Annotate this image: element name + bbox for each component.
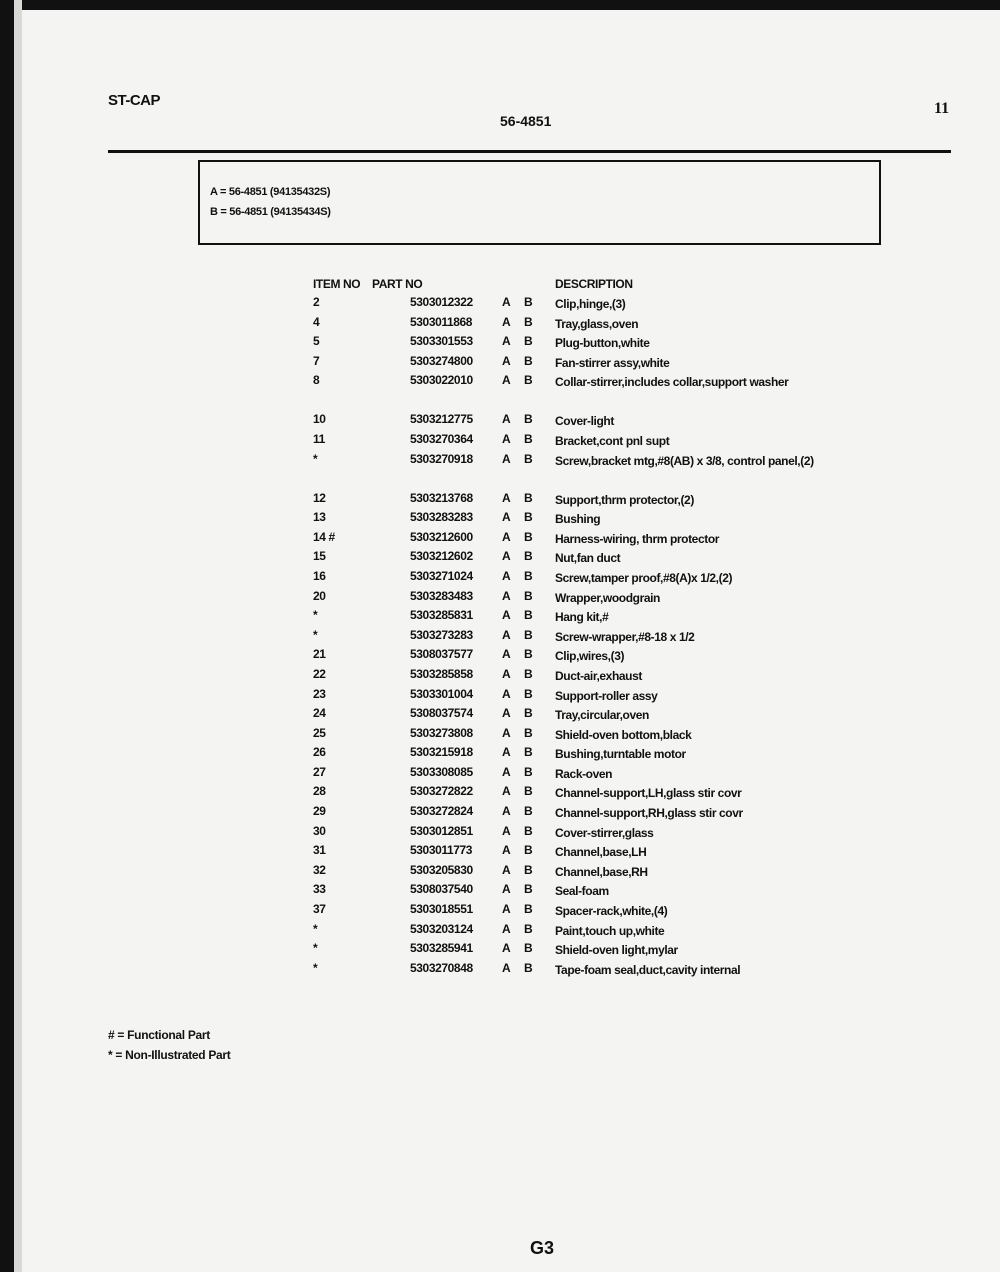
table-row <box>0 412 1000 432</box>
item-no-cell: 22 <box>313 666 326 681</box>
model-a-cell: A <box>502 588 511 603</box>
table-row <box>0 961 1000 981</box>
part-no-cell: 5303273283 <box>410 627 473 642</box>
description-cell: Cover-light <box>555 414 614 429</box>
header-model-number: 56-4851 <box>500 113 552 129</box>
model-a-cell: A <box>502 725 511 740</box>
description-cell: Bushing,turntable motor <box>555 747 686 762</box>
scan-edge-top <box>0 0 1000 10</box>
description-cell: Hang kit,# <box>555 610 609 625</box>
item-no-cell: * <box>313 941 318 956</box>
model-b-cell: B <box>524 666 533 681</box>
part-no-cell: 5303283483 <box>410 588 473 603</box>
part-no-cell: 5303212602 <box>410 549 473 564</box>
description-cell: Cover-stirrer,glass <box>555 825 654 840</box>
description-cell: Wrapper,woodgrain <box>555 590 660 605</box>
model-b-cell: B <box>524 431 533 446</box>
model-b-cell: B <box>524 295 533 309</box>
description-cell: Bushing <box>555 512 601 527</box>
model-a-cell: A <box>502 510 511 525</box>
table-row <box>0 902 1000 922</box>
part-no-cell: 5303270848 <box>410 960 473 975</box>
model-a-cell: A <box>502 862 511 877</box>
description-cell: Channel-support,RH,glass stir covr <box>555 806 743 821</box>
model-a-cell: A <box>502 784 511 799</box>
model-b-cell: B <box>524 902 533 917</box>
header-page-number: 11 <box>934 100 950 117</box>
table-row <box>0 726 1000 746</box>
table-row <box>0 647 1000 667</box>
model-b-cell: B <box>524 627 533 642</box>
table-row <box>0 608 1000 628</box>
description-cell: Channel,base,LH <box>555 845 647 860</box>
description-cell: Tape-foam seal,duct,cavity internal <box>555 962 741 977</box>
model-b-cell: B <box>524 334 533 349</box>
table-row <box>0 432 1000 452</box>
description-cell: Clip,hinge,(3) <box>555 297 626 311</box>
item-no-cell: 14 # <box>313 529 335 544</box>
item-no-cell: 5 <box>313 334 320 349</box>
model-a-cell: A <box>502 412 511 427</box>
column-header-part-no: PART NO <box>372 277 423 291</box>
description-cell: Fan-stirrer assy,white <box>555 355 670 370</box>
model-b-cell: B <box>524 451 533 466</box>
item-no-cell: 13 <box>313 510 326 525</box>
part-no-cell: 5303270918 <box>410 451 473 466</box>
model-key-box <box>198 160 881 245</box>
part-no-cell: 5303203124 <box>410 921 473 936</box>
part-no-cell: 5308037577 <box>410 647 473 662</box>
model-b-cell: B <box>524 921 533 936</box>
model-a-cell: A <box>502 529 511 544</box>
description-cell: Shield-oven light,mylar <box>555 943 678 958</box>
model-a-cell: A <box>502 706 511 721</box>
model-b-cell: B <box>524 960 533 975</box>
item-no-cell: 15 <box>313 549 326 564</box>
model-b-cell: B <box>524 862 533 877</box>
table-row <box>0 589 1000 609</box>
description-cell: Plug-button,white <box>555 336 650 351</box>
item-no-cell: 7 <box>313 353 320 368</box>
item-no-cell: 28 <box>313 784 326 799</box>
part-no-cell: 5303285858 <box>410 666 473 681</box>
model-key-b: B = 56-4851 (94135434S) <box>210 206 331 218</box>
item-no-cell: 10 <box>313 412 326 427</box>
description-cell: Tray,circular,oven <box>555 708 649 723</box>
part-no-cell: 5303271024 <box>410 568 473 583</box>
model-a-cell: A <box>502 666 511 681</box>
model-b-cell: B <box>524 725 533 740</box>
part-no-cell: 5303272824 <box>410 804 473 819</box>
description-cell: Paint,touch up,white <box>555 923 665 938</box>
item-no-cell: 4 <box>313 314 320 329</box>
part-no-cell: 5303212775 <box>410 412 473 427</box>
model-a-cell: A <box>502 608 511 623</box>
model-a-cell: A <box>502 549 511 564</box>
model-a-cell: A <box>502 686 511 701</box>
model-b-cell: B <box>524 941 533 956</box>
description-cell: Tray,glass,oven <box>555 316 639 331</box>
description-cell: Harness-wiring, thrm protector <box>555 531 720 546</box>
table-row <box>0 745 1000 765</box>
item-no-cell: 12 <box>313 490 326 505</box>
model-a-cell: A <box>502 451 511 466</box>
item-no-cell: 26 <box>313 745 326 760</box>
description-cell: Duct-air,exhaust <box>555 668 642 683</box>
model-b-cell: B <box>524 588 533 603</box>
model-b-cell: B <box>524 529 533 544</box>
model-a-cell: A <box>502 745 511 760</box>
part-no-cell: 5303012322 <box>410 295 473 309</box>
item-no-cell: 20 <box>313 588 326 603</box>
part-no-cell: 5303022010 <box>410 373 473 388</box>
table-row <box>0 334 1000 354</box>
description-cell: Screw,tamper proof,#8(A)x 1/2,(2) <box>555 570 733 585</box>
table-row <box>0 373 1000 412</box>
item-no-cell: 30 <box>313 823 326 838</box>
model-a-cell: A <box>502 334 511 349</box>
description-cell: Nut,fan duct <box>555 551 621 566</box>
item-no-cell: * <box>313 451 318 466</box>
part-no-cell: 5303308085 <box>410 764 473 779</box>
model-a-cell: A <box>502 960 511 975</box>
part-no-cell: 5303285831 <box>410 608 473 623</box>
model-b-cell: B <box>524 745 533 760</box>
part-no-cell: 5303215918 <box>410 745 473 760</box>
description-cell: Rack-oven <box>555 766 613 781</box>
model-a-cell: A <box>502 295 511 309</box>
table-row <box>0 882 1000 902</box>
item-no-cell: 16 <box>313 568 326 583</box>
model-a-cell: A <box>502 431 511 446</box>
part-no-cell: 5303274800 <box>410 353 473 368</box>
model-b-cell: B <box>524 412 533 427</box>
column-header-item-no: ITEM NO <box>313 277 361 291</box>
table-row <box>0 941 1000 961</box>
table-row <box>0 765 1000 785</box>
legend-functional: # = Functional Part <box>108 1028 210 1042</box>
item-no-cell: * <box>313 960 318 975</box>
model-b-cell: B <box>524 784 533 799</box>
description-cell: Support,thrm protector,(2) <box>555 492 694 507</box>
column-header-description: DESCRIPTION <box>555 277 633 291</box>
description-cell: Shield-oven bottom,black <box>555 727 692 742</box>
part-no-cell: 5303213768 <box>410 490 473 505</box>
part-no-cell: 5303272822 <box>410 784 473 799</box>
model-a-cell: A <box>502 823 511 838</box>
parts-list <box>0 295 1000 980</box>
item-no-cell: 33 <box>313 882 326 897</box>
item-no-cell: * <box>313 608 318 623</box>
description-cell: Clip,wires,(3) <box>555 649 625 664</box>
footer-page-code: G3 <box>530 1238 555 1258</box>
description-cell: Channel,base,RH <box>555 864 648 879</box>
item-no-cell: 29 <box>313 804 326 819</box>
description-cell: Seal-foam <box>555 884 609 899</box>
model-a-cell: A <box>502 843 511 858</box>
model-b-cell: B <box>524 804 533 819</box>
table-row <box>0 706 1000 726</box>
item-no-cell: 31 <box>313 843 326 858</box>
table-row <box>0 491 1000 511</box>
description-cell: Screw,bracket mtg,#8(AB) x 3/8, control panel,(2) <box>555 453 814 468</box>
model-b-cell: B <box>524 823 533 838</box>
model-a-cell: A <box>502 764 511 779</box>
model-b-cell: B <box>524 647 533 662</box>
model-b-cell: B <box>524 706 533 721</box>
item-no-cell: 11 <box>313 431 325 446</box>
model-a-cell: A <box>502 882 511 897</box>
table-row <box>0 549 1000 569</box>
part-no-cell: 5308037574 <box>410 706 473 721</box>
item-no-cell: * <box>313 921 318 936</box>
part-no-cell: 5303018551 <box>410 902 473 917</box>
part-no-cell: 5303301004 <box>410 686 473 701</box>
model-a-cell: A <box>502 941 511 956</box>
item-no-cell: 8 <box>313 373 320 388</box>
part-no-cell: 5303205830 <box>410 862 473 877</box>
header-brand: ST-CAP <box>108 92 161 109</box>
table-row <box>0 804 1000 824</box>
table-row <box>0 295 1000 315</box>
part-no-cell: 5303012851 <box>410 823 473 838</box>
model-a-cell: A <box>502 921 511 936</box>
table-row <box>0 315 1000 335</box>
description-cell: Support-roller assy <box>555 688 658 703</box>
description-cell: Channel-support,LH,glass stir covr <box>555 786 742 801</box>
part-no-cell: 5303283283 <box>410 510 473 525</box>
model-a-cell: A <box>502 490 511 505</box>
model-b-cell: B <box>524 510 533 525</box>
model-b-cell: B <box>524 843 533 858</box>
description-cell: Spacer-rack,white,(4) <box>555 904 668 919</box>
model-b-cell: B <box>524 314 533 329</box>
table-row <box>0 452 1000 491</box>
item-no-cell: 37 <box>313 902 326 917</box>
part-no-cell: 5303273808 <box>410 725 473 740</box>
model-a-cell: A <box>502 647 511 662</box>
model-a-cell: A <box>502 373 511 388</box>
model-a-cell: A <box>502 314 511 329</box>
part-no-cell: 5303011868 <box>410 314 473 329</box>
table-row <box>0 569 1000 589</box>
table-row <box>0 687 1000 707</box>
model-b-cell: B <box>524 686 533 701</box>
table-row <box>0 843 1000 863</box>
part-no-cell: 5303285941 <box>410 941 473 956</box>
part-no-cell: 5303011773 <box>410 843 473 858</box>
part-no-cell: 5308037540 <box>410 882 473 897</box>
description-cell: Collar-stirrer,includes collar,support washer <box>555 375 789 390</box>
item-no-cell: 27 <box>313 764 326 779</box>
header-rule <box>108 150 951 153</box>
model-a-cell: A <box>502 804 511 819</box>
description-cell: Screw-wrapper,#8-18 x 1/2 <box>555 629 695 644</box>
model-a-cell: A <box>502 902 511 917</box>
part-no-cell: 5303212600 <box>410 529 473 544</box>
model-a-cell: A <box>502 627 511 642</box>
table-row <box>0 628 1000 648</box>
table-row <box>0 784 1000 804</box>
model-key-a: A = 56-4851 (94135432S) <box>210 186 331 198</box>
model-b-cell: B <box>524 568 533 583</box>
model-b-cell: B <box>524 764 533 779</box>
item-no-cell: 25 <box>313 725 326 740</box>
item-no-cell: 32 <box>313 862 326 877</box>
table-row <box>0 530 1000 550</box>
table-row <box>0 510 1000 530</box>
description-cell: Bracket,cont pnl supt <box>555 433 670 448</box>
model-b-cell: B <box>524 490 533 505</box>
model-b-cell: B <box>524 353 533 368</box>
table-row <box>0 863 1000 883</box>
item-no-cell: 21 <box>313 647 326 662</box>
model-a-cell: A <box>502 568 511 583</box>
item-no-cell: 2 <box>313 295 320 309</box>
model-b-cell: B <box>524 373 533 388</box>
table-row <box>0 354 1000 374</box>
part-no-cell: 5303301553 <box>410 334 473 349</box>
model-b-cell: B <box>524 608 533 623</box>
table-row <box>0 922 1000 942</box>
item-no-cell: * <box>313 627 318 642</box>
part-no-cell: 5303270364 <box>410 431 473 446</box>
model-b-cell: B <box>524 882 533 897</box>
item-no-cell: 23 <box>313 686 326 701</box>
legend-non-illustrated: * = Non-Illustrated Part <box>108 1048 231 1062</box>
model-a-cell: A <box>502 353 511 368</box>
table-row <box>0 667 1000 687</box>
table-row <box>0 824 1000 844</box>
model-b-cell: B <box>524 549 533 564</box>
item-no-cell: 24 <box>313 706 326 721</box>
